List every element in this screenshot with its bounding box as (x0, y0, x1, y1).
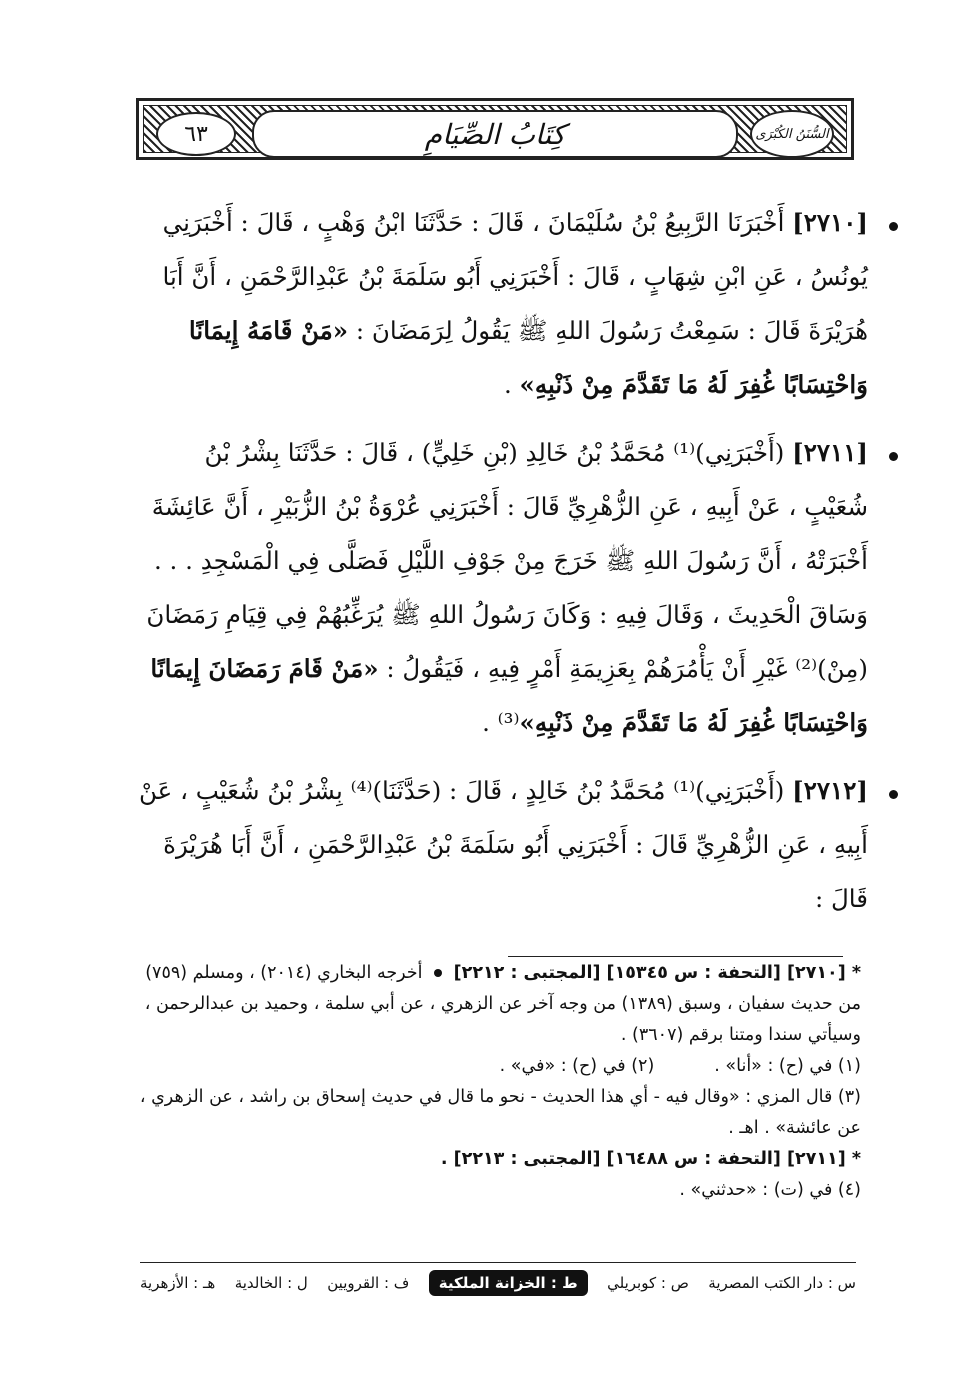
hadith-2712 (138, 764, 868, 926)
bullet-icon (889, 222, 898, 231)
takhrij-text: أخرجه البخاري (٢٠١٤) ، ومسلم (٧٥٩) من حديث سفيان ، وسبق (١٣٨٩) من وجه آخر عن الزهري ، عن أبي سلمة ، وحميد بن عبدالرحمن ، وسيأتي سندا ومتنا برقم (٣٦٠٧) . (144, 963, 861, 1045)
hadith-matn: «مَنْ قَامَ رَمَضَانَ إِيمَانًا وَاحْتِسَابًا غُفِرَ لَهُ مَا تَقَدَّمَ مِنْ ذَنْبِهِ» (150, 654, 868, 737)
legend-sad: ص : كوبريلي (607, 1274, 689, 1292)
hadith-2711 (138, 426, 868, 750)
chapter-title: كِتَابُ الصِّيَامِ (252, 110, 738, 158)
hadith-text: (أَخْبَرَنِي)⁽¹⁾ مُحَمَّدُ بْنُ خَالِدٍ ، قَالَ : (حَدَّثَنَا)⁽⁴⁾ بِشْرُ بْنُ شُعَيْبٍ ، عَنْ أَبِيهِ ، عَنِ الزُّهْرِيِّ قَالَ : أَخْبَرَنِي أَبُو سَلَمَةَ بْنُ عَبْدِالرَّحْمَنِ ، أَنَّ أَبَا هُرَيْرَةَ قَالَ : (139, 776, 868, 913)
hadith-text: أَخْبَرَنَا الرَّبِيعُ بْنُ سُلَيْمَانَ ، قَالَ : حَدَّثَنَا ابْنُ وَهْبٍ ، قَالَ : أَخْبَرَنِي يُونُسُ ، عَنِ ابْنِ شِهَابٍ ، قَالَ : أَخْبَرَنِي أَبُو سَلَمَةَ بْنُ عَبْدِالرَّحْمَنِ ، أَنَّ أَبَا هُرَيْرَةَ قَالَ : سَمِعْتُ رَسُولَ اللهِ ﷺ يَقُولُ لِرَمَضَانَ : (162, 208, 868, 345)
legend-s: س : دار الكتب المصرية (708, 1274, 856, 1292)
main-text (138, 196, 868, 940)
hadith-number: [٢٧١٢] (792, 776, 868, 805)
manuscript-legend (140, 1268, 856, 1298)
bullet-icon (434, 969, 442, 977)
footnote-3: (٣) قال المزي : «وقال فيه - أي هذا الحديث - نحو ما قال في حديث إسحاق بن راشد ، عن الزهري ، عن عائشة» . اهـ . (139, 1087, 861, 1138)
page-number: ٦٣ (156, 112, 236, 156)
footnotes (138, 958, 861, 1206)
hadith-number: [٢٧١١] (792, 438, 868, 467)
header-ornament-band (143, 105, 847, 153)
footnote-1: (١) في (ح) : «أنا» . (714, 1056, 861, 1076)
hadith-end: ⁽³⁾ . (482, 708, 520, 737)
legend-ta: ط : الخزانة الملكية (429, 1270, 588, 1296)
bottom-rule (140, 1262, 856, 1263)
book-emblem: السُّنَنُ الكُبْرَى (750, 110, 834, 158)
footnote-divider (508, 956, 843, 957)
footnote-4: (٤) في (ت) : «حدثني» . (679, 1180, 861, 1200)
bullet-icon (889, 452, 898, 461)
footnote-row (138, 1051, 861, 1082)
footnote-2: (٢) في (ح) : «في» . (499, 1056, 655, 1076)
hadith-matn: «مَنْ قَامَهُ إِيمَانًا وَاحْتِسَابًا غُفِرَ لَهُ مَا تَقَدَّمَ مِنْ ذَنْبِهِ» (188, 316, 868, 399)
legend-lam: ل : الخالدية (234, 1274, 308, 1292)
hadith-text: (أَخْبَرَنِي)⁽¹⁾ مُحَمَّدُ بْنُ خَالِدِ (بْنِ خَلِيٍّ) ، قَالَ : حَدَّثَنَا بِشْرُ بْنُ شُعَيْبٍ ، عَنْ أَبِيهِ ، عَنِ الزُّهْرِيِّ قَالَ : أَخْبَرَنِي عُرْوَةُ بْنُ الزُّبَيْرِ ، أَنَّ عَائِشَةَ أَخْبَرَتْهُ ، أَنَّ رَسُولَ اللهِ ﷺ خَرَجَ مِنْ جَوْفِ اللَّيْلِ فَصَلَّى فِي الْمَسْجِدِ . . . وَسَاقَ الْحَدِيثَ ، وَقَالَ فِيهِ : وَكَانَ رَسُولُ اللهِ ﷺ يُرَغِّبُهُمْ فِي قِيَامِ رَمَضَانَ (مِنْ)⁽²⁾ غَيْرِ أَنْ يَأْمُرَهُمْ بِعَزِيمَةِ أَمْرٍ فِيهِ ، فَيَقُولُ : (146, 438, 868, 683)
hadith-end: . (503, 370, 520, 399)
takhrij-ref: * [٢٧١٠] [التحفة : س ١٥٣٤٥] [المجتبى : ٢٢١٢] (453, 963, 861, 983)
hadith-2710 (138, 196, 868, 412)
hadith-number: [٢٧١٠] (792, 208, 868, 237)
page-header (136, 98, 854, 160)
bullet-icon (889, 790, 898, 799)
footnote-2710 (138, 958, 861, 1051)
footnote-2711: * [٢٧١١] [التحفة : س ١٦٤٨٨] [المجتبى : ٢٢١٣] . (440, 1149, 861, 1169)
legend-ha: هـ : الأزهرية (140, 1274, 216, 1292)
legend-fa: ف : القرويين (327, 1274, 410, 1292)
